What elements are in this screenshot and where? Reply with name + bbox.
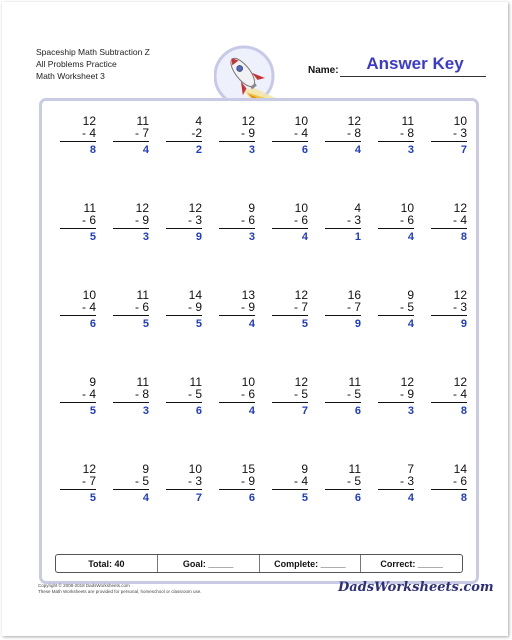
subtrahend: - 3 <box>166 214 202 229</box>
subtrahend: - 4 <box>60 127 96 142</box>
subtrahend: - 9 <box>219 475 255 490</box>
copyright-line: Copyright © 2008-2018 DadsWorksheets.com <box>38 583 130 588</box>
problem <box>272 376 308 417</box>
subtrahend: - 5 <box>325 388 361 403</box>
problem <box>166 202 202 243</box>
minuend: 12 <box>294 288 308 302</box>
answer: 5 <box>89 231 96 243</box>
answer: 6 <box>354 405 361 417</box>
subtrahend: - 7 <box>272 301 308 316</box>
minuend: 11 <box>136 288 149 302</box>
minuend: 12 <box>453 288 467 302</box>
problem <box>378 289 414 330</box>
answer: 3 <box>142 405 149 417</box>
minuend: 11 <box>401 114 414 128</box>
subtrahend: - 7 <box>60 475 96 490</box>
subtrahend: - 8 <box>378 127 414 142</box>
minuend: 11 <box>83 201 96 215</box>
answer: 8 <box>460 492 467 504</box>
answer: 3 <box>407 144 414 156</box>
minuend: 10 <box>294 201 308 215</box>
problem <box>272 463 308 504</box>
subtrahend: - 5 <box>378 301 414 316</box>
minuend: 14 <box>188 288 202 302</box>
worksheet-title: Spaceship Math Subtraction Z <box>36 47 150 57</box>
subtrahend: - 9 <box>166 301 202 316</box>
total-cell: Total: 40 <box>56 555 158 572</box>
problem <box>325 115 361 156</box>
goal-cell: Goal: _____ <box>158 555 260 572</box>
subtrahend: - 3 <box>325 214 361 229</box>
subtrahend: - 6 <box>219 214 255 229</box>
correct-cell: Correct: _____ <box>380 558 443 569</box>
problem <box>60 463 96 504</box>
answer: 8 <box>89 144 96 156</box>
answer: 4 <box>407 318 414 330</box>
problem <box>113 202 149 243</box>
minuend: 12 <box>188 201 202 215</box>
minuend: 12 <box>135 201 149 215</box>
answer: 5 <box>89 492 96 504</box>
subtrahend: - 3 <box>166 475 202 490</box>
problem <box>325 376 361 417</box>
problem <box>113 289 149 330</box>
subtrahend: - 4 <box>431 214 467 229</box>
answer: 4 <box>142 144 149 156</box>
subtrahend: - 5 <box>272 388 308 403</box>
name-field <box>308 54 488 78</box>
subtrahend: - 9 <box>113 214 149 229</box>
minuend: 10 <box>82 288 96 302</box>
problem <box>60 289 96 330</box>
minuend: 9 <box>89 375 96 389</box>
problem <box>431 463 467 504</box>
subtrahend: - 6 <box>272 214 308 229</box>
answer: 6 <box>301 144 308 156</box>
subtrahend: - 7 <box>325 301 361 316</box>
subtrahend: - 4 <box>272 475 308 490</box>
subtrahend: - 8 <box>113 388 149 403</box>
problem <box>60 376 96 417</box>
problem <box>219 463 255 504</box>
answer: 9 <box>354 318 361 330</box>
answer: 9 <box>195 231 202 243</box>
answer: 5 <box>89 405 96 417</box>
subtrahend: - 6 <box>378 214 414 229</box>
minuend: 9 <box>301 462 308 476</box>
minuend: 7 <box>407 462 414 476</box>
minuend: 11 <box>348 375 361 389</box>
problem <box>113 376 149 417</box>
answer: 9 <box>460 318 467 330</box>
problem <box>219 289 255 330</box>
minuend: 12 <box>347 114 361 128</box>
subtrahend: - 4 <box>431 388 467 403</box>
minuend: 12 <box>82 114 96 128</box>
worksheet-title-block <box>36 46 150 82</box>
answer: 7 <box>460 144 467 156</box>
minuend: 11 <box>136 114 149 128</box>
minuend: 10 <box>453 114 467 128</box>
problem <box>431 289 467 330</box>
subtrahend: - 6 <box>113 301 149 316</box>
minuend: 12 <box>453 375 467 389</box>
minuend: 14 <box>453 462 467 476</box>
minuend: 12 <box>82 462 96 476</box>
answer: 4 <box>248 318 255 330</box>
problem <box>272 289 308 330</box>
minuend: 10 <box>188 462 202 476</box>
problem <box>272 115 308 156</box>
minuend: 10 <box>400 201 414 215</box>
subtrahend: - 8 <box>325 127 361 142</box>
minuend: 10 <box>241 375 255 389</box>
answer: 4 <box>407 492 414 504</box>
minuend: 9 <box>142 462 149 476</box>
answer: 4 <box>407 231 414 243</box>
answer: 4 <box>248 405 255 417</box>
minuend: 12 <box>294 375 308 389</box>
problems-frame <box>39 98 479 584</box>
subtrahend: - 5 <box>325 475 361 490</box>
answer: 3 <box>248 144 255 156</box>
answer: 6 <box>195 405 202 417</box>
answer: 3 <box>248 231 255 243</box>
subtrahend: - 3 <box>431 301 467 316</box>
problem <box>325 289 361 330</box>
worksheet-number: Math Worksheet 3 <box>36 71 105 81</box>
answer: 4 <box>142 492 149 504</box>
subtrahend: - 6 <box>431 475 467 490</box>
subtrahend: - 3 <box>378 475 414 490</box>
answer: 7 <box>195 492 202 504</box>
minuend: 4 <box>354 201 361 215</box>
subtrahend: - 9 <box>219 127 255 142</box>
problem <box>378 463 414 504</box>
name-underline <box>340 76 486 77</box>
problem <box>431 115 467 156</box>
minuend: 16 <box>347 288 361 302</box>
worksheet-page <box>2 2 508 636</box>
problem <box>166 463 202 504</box>
subtrahend: - 6 <box>60 214 96 229</box>
answer: 5 <box>301 318 308 330</box>
subtrahend: - 4 <box>272 127 308 142</box>
name-label: Name: <box>308 65 339 76</box>
problem <box>166 289 202 330</box>
subtrahend: - 3 <box>431 127 467 142</box>
answer: 3 <box>142 231 149 243</box>
minuend: 10 <box>294 114 308 128</box>
subtrahend: - 7 <box>113 127 149 142</box>
answer: 8 <box>460 231 467 243</box>
problem <box>166 115 202 156</box>
minuend: 12 <box>241 114 255 128</box>
minuend: 9 <box>407 288 414 302</box>
answer: 7 <box>301 405 308 417</box>
problem <box>325 202 361 243</box>
answer: 5 <box>195 318 202 330</box>
minuend: 12 <box>400 375 414 389</box>
subtrahend: -2 <box>166 127 202 142</box>
problem <box>325 463 361 504</box>
problem <box>219 115 255 156</box>
answer: 6 <box>354 492 361 504</box>
answer: 6 <box>89 318 96 330</box>
answer: 3 <box>407 405 414 417</box>
problem <box>378 376 414 417</box>
answer: 5 <box>142 318 149 330</box>
subtrahend: - 9 <box>378 388 414 403</box>
problem <box>113 115 149 156</box>
problem <box>166 376 202 417</box>
usage-line: These Math Worksheets are provided for personal, homeschool or classroom use. <box>38 589 202 594</box>
answer: 1 <box>354 231 361 243</box>
answer: 8 <box>460 405 467 417</box>
problem <box>219 202 255 243</box>
problem <box>378 202 414 243</box>
subtrahend: - 5 <box>166 388 202 403</box>
complete-cell: Complete: _____ <box>260 555 362 572</box>
problem <box>60 202 96 243</box>
minuend: 11 <box>348 462 361 476</box>
problem <box>113 463 149 504</box>
problem-grid <box>42 101 476 581</box>
answer: 2 <box>195 144 202 156</box>
minuend: 11 <box>189 375 202 389</box>
score-box <box>55 554 463 573</box>
minuend: 15 <box>241 462 255 476</box>
problem <box>272 202 308 243</box>
answer: 5 <box>301 492 308 504</box>
brand-logo: DadsWorksheets.com <box>338 580 494 595</box>
problem <box>219 376 255 417</box>
worksheet-subtitle: All Problems Practice <box>36 59 117 69</box>
copyright-notice <box>38 583 202 595</box>
answer: 4 <box>354 144 361 156</box>
subtrahend: - 5 <box>113 475 149 490</box>
subtrahend: - 4 <box>60 301 96 316</box>
answer-key-title: Answer Key <box>366 54 464 73</box>
minuend: 4 <box>195 114 202 128</box>
subtrahend: - 4 <box>60 388 96 403</box>
problem <box>60 115 96 156</box>
subtrahend: - 9 <box>219 301 255 316</box>
subtrahend: - 6 <box>219 388 255 403</box>
minuend: 12 <box>453 201 467 215</box>
minuend: 13 <box>241 288 255 302</box>
answer: 4 <box>301 231 308 243</box>
minuend: 11 <box>136 375 149 389</box>
minuend: 9 <box>248 201 255 215</box>
problem <box>378 115 414 156</box>
problem <box>431 202 467 243</box>
answer: 6 <box>248 492 255 504</box>
problem <box>431 376 467 417</box>
